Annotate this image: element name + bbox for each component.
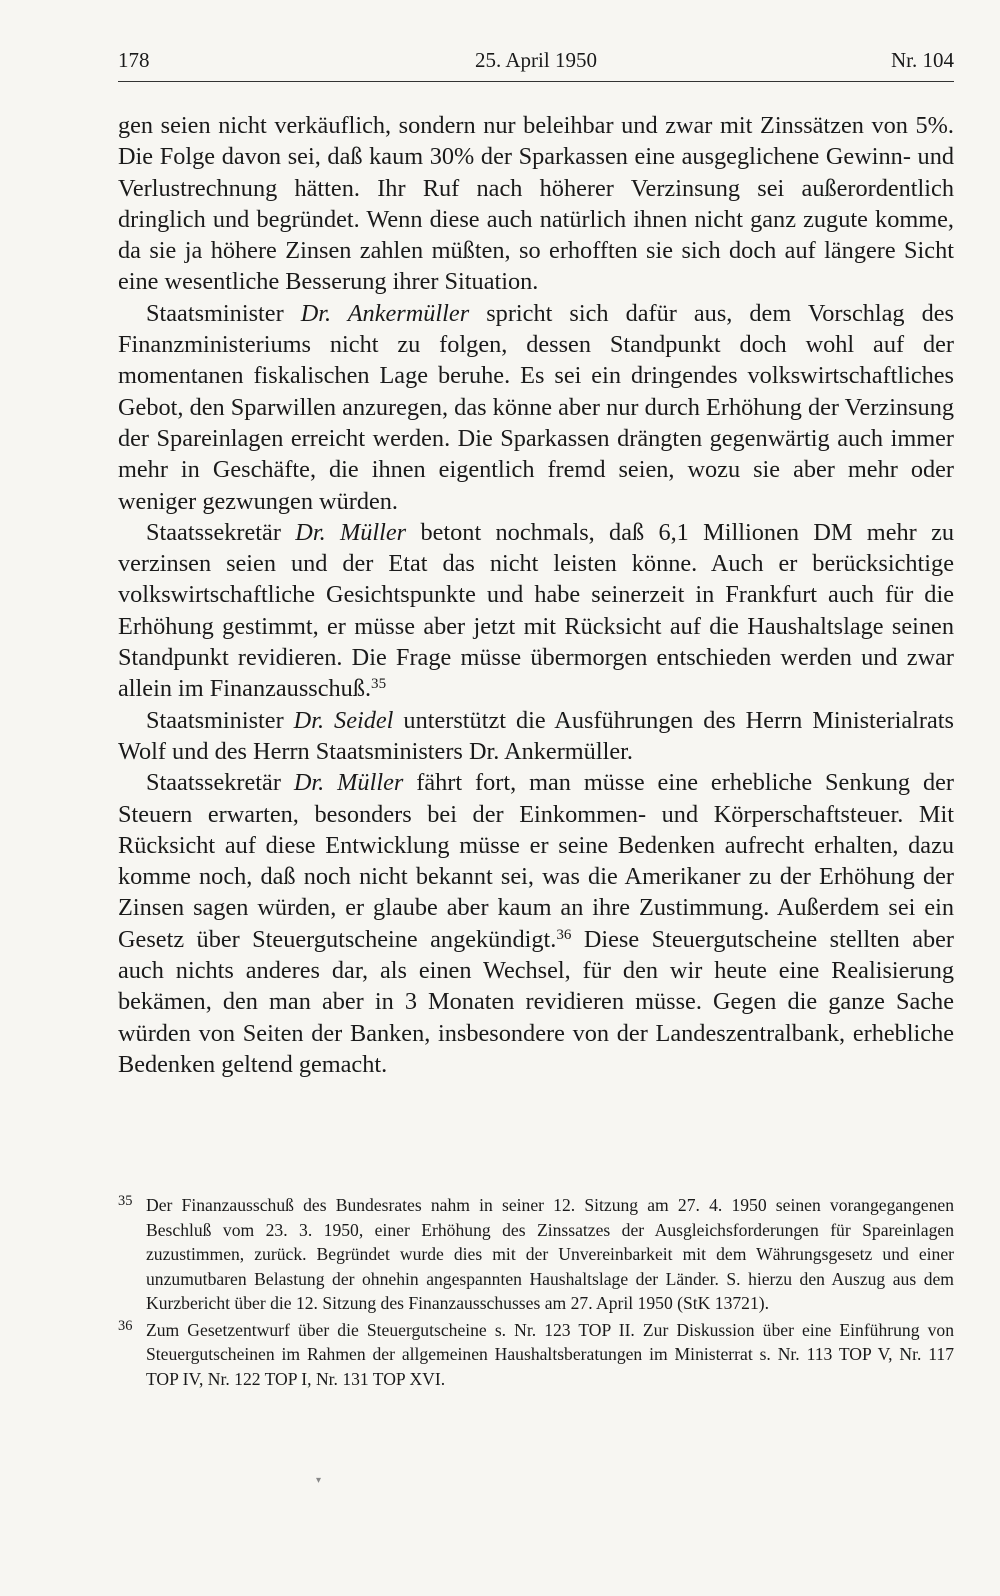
footnote-ref[interactable]: 36 bbox=[556, 926, 572, 943]
speaker-role: Staatssekretär bbox=[146, 769, 281, 797]
speaker-role: Staatsminister bbox=[146, 299, 284, 327]
paragraph-3 bbox=[118, 517, 954, 705]
speaker-name: Dr. Müller bbox=[295, 518, 407, 546]
paragraph-text: betont nochmals, daß 6,1 Millionen DM mehr zu verzinsen seien und der Etat das nicht leisten könne. Auch er berücksichtige volkswirtschaftliche Gesichtspunkte und habe seinerzeit in Frankfurt auch für die Erhöhung gestimmt, er müsse aber jetzt mit Rücksicht auf die Haushaltslage seinen Standpunkt revidieren. Die Frage müsse übermorgen entschieden werden und zwar allein im Finanzausschuß. bbox=[118, 518, 954, 703]
paragraph-text: unterstützt die Ausführungen des Herrn Ministerialrats Wolf und des Herrn Staatsministers Dr. Ankermüller. bbox=[118, 706, 955, 765]
footnote-ref[interactable]: 35 bbox=[371, 676, 387, 693]
paragraph-text: Diese Steuergutscheine stellten aber auch nichts anderes dar, als einen Wechsel, für den wir heute eine Realisierung bekämen, den man aber in 3 Monaten revidieren müsse. Gegen die ganze Sache würden von Seiten der Banken, insbesondere von der Landeszentralbank, erhebliche Bedenken geltend gemacht. bbox=[118, 925, 954, 1078]
footnote-text: Der Finanzausschuß des Bundesrates nahm in seiner 12. Sitzung am 27. 4. 1950 seinen vorangegangenen Beschluß vom 23. 3. 1950, einer Erhöhung des Zinssatzes der Ausgleichsforderungen für Spareinlagen zuzustimmen, zurück. Begründet wurde dies mit der Unvereinbarkeit mit dem Währungsgesetz und einer unzumutbaren Belastung der ohnehin angespannten Haushaltslage der Länder. S. hierzu den Auszug aus dem Kurzbericht über die 12. Sitzung des Finanzausschusses am 27. April 1950 (StK 13721). bbox=[146, 1195, 954, 1313]
scan-mark: ▾ bbox=[316, 1475, 322, 1486]
main-text bbox=[118, 110, 954, 1080]
footnotes bbox=[118, 1193, 954, 1393]
page-number: 178 bbox=[118, 48, 150, 72]
protocol-number: Nr. 104 bbox=[891, 48, 954, 72]
footnote-mark: 36 bbox=[118, 1317, 133, 1334]
paragraph-4 bbox=[118, 705, 954, 768]
footnote-35 bbox=[118, 1193, 954, 1316]
header-rule bbox=[118, 81, 954, 82]
paragraph-1: gen seien nicht verkäuflich, sondern nur beleihbar und zwar mit Zinssätzen von 5%. Die Folge davon sei, daß kaum 30% der Sparkassen eine ausgeglichene Gewinn- und Verlustrechnung hätten. Ihr Ruf nach höherer Verzinsung sei außerordentlich dringlich und begründet. Wenn diese auch natürlich ihnen nicht ganz zugute komme, da sie ja höhere Zinsen zahlen müßten, so erhofften sie sich doch auf längere Sicht eine wesentliche Besserung ihrer Situation. bbox=[118, 112, 954, 296]
paragraph-5 bbox=[118, 767, 954, 1080]
running-header bbox=[118, 44, 954, 80]
speaker-role: Staatsminister bbox=[146, 706, 284, 734]
paragraph-text: spricht sich dafür aus, dem Vorschlag des Finanzministeriums nicht zu folgen, dessen Standpunkt doch wohl auf der momentanen fiskalischen Lage beruhe. Es sei ein dringendes volkswirtschaftliches Gebot, den Sparwillen anzuregen, das könne aber nur durch Erhöhung der Verzinsung der Spareinlagen erreicht werden. Die Sparkassen drängten gegenwärtig auch immer mehr in Geschäfte, die ihnen eigentlich fremd seien, wozu sie aber mehr oder weniger gezwungen würden. bbox=[118, 299, 954, 515]
paragraph-text: fährt fort, man müsse eine erhebliche Senkung der Steuern erwarten, besonders bei der Einkommen- und Körperschaftsteuer. Mit Rücksicht auf diese Entwicklung müsse er seine Bedenken aufrecht erhalten, dazu komme noch, daß noch nicht bekannt sei, was die Amerikaner zu der Erhöhung der Zinsen sagen würden, er glaube aber kaum an ihre Zustimmung. Außerdem sei ein Gesetz über Steuergutscheine angekündigt. bbox=[118, 769, 955, 953]
footnote-mark: 35 bbox=[118, 1193, 133, 1209]
paragraph-2 bbox=[118, 298, 954, 517]
speaker-name: Dr. Seidel bbox=[293, 706, 394, 734]
speaker-name: Dr. Ankermüller bbox=[300, 299, 470, 327]
speaker-name: Dr. Müller bbox=[293, 769, 404, 797]
footnote-text: Zum Gesetzentwurf über die Steuergutscheine s. Nr. 123 TOP II. Zur Diskussion über eine Einführung von Steuergutscheinen im Rahmen der allgemeinen Haushaltsberatungen im Ministerrat s. Nr. 113 TOP V, Nr. 117 TOP IV, Nr. 122 TOP I, Nr. 131 TOP XVI. bbox=[146, 1319, 954, 1389]
speaker-role: Staatssekretär bbox=[146, 518, 281, 546]
header-date: 25. April 1950 bbox=[475, 48, 597, 72]
footnote-36 bbox=[118, 1318, 954, 1392]
